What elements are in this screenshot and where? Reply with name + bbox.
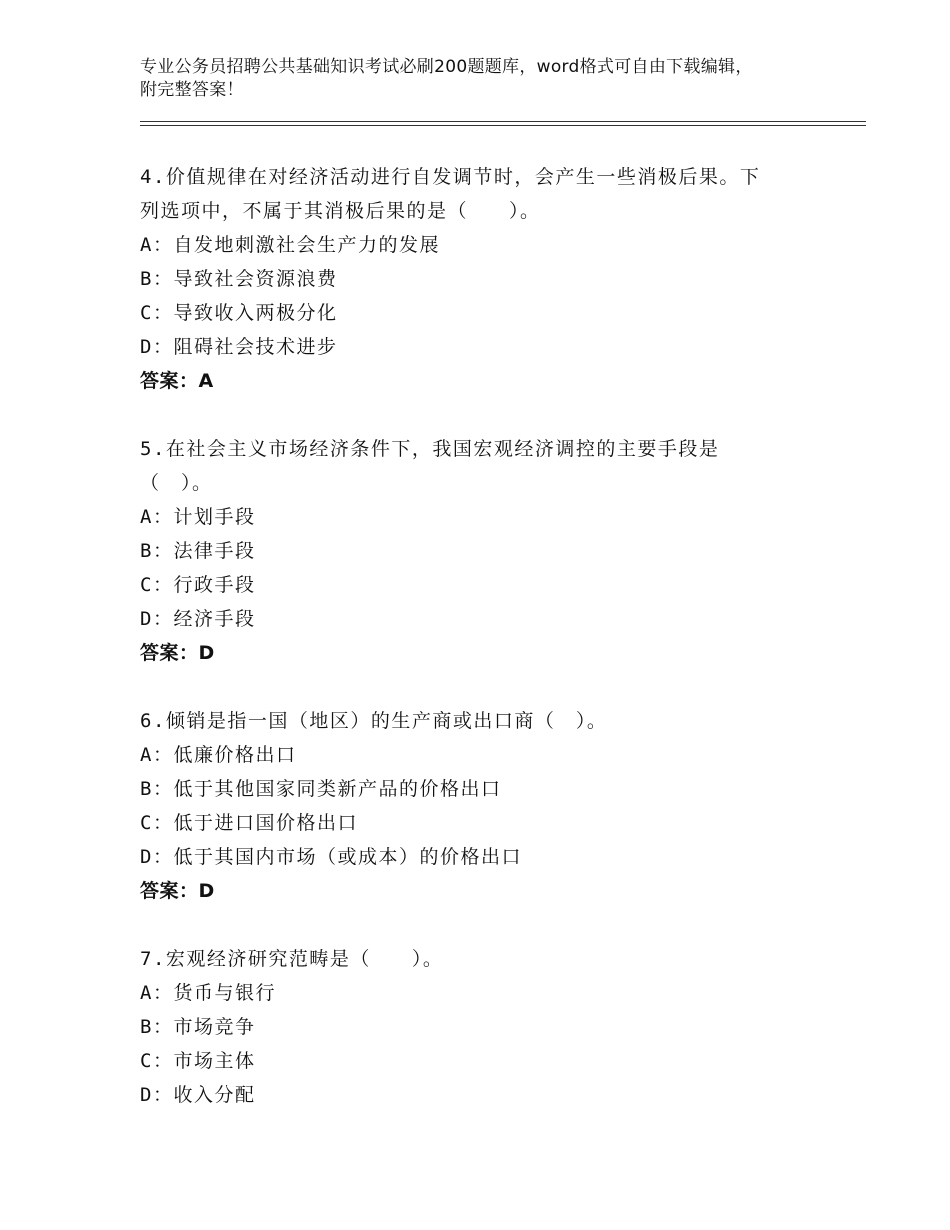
question-stem-line-1: 4.价值规律在对经济活动进行自发调节时，会产生一些消极后果。下 [140,166,761,188]
answer: 答案：A [140,370,214,392]
document-header [140,56,840,102]
option-b: B：法律手段 [140,540,256,562]
option-a: A：低廉价格出口 [140,744,297,766]
header-rule-top [140,121,866,122]
option-b: B：低于其他国家同类新产品的价格出口 [140,778,502,800]
option-c: C：导致收入两极分化 [140,302,338,324]
header-line-1: 专业公务员招聘公共基础知识考试必刷200题题库，word格式可自由下载编辑， [140,57,753,77]
question-6 [140,704,820,908]
option-d: D：收入分配 [140,1084,256,1106]
question-stem-line-1: 5.在社会主义市场经济条件下，我国宏观经济调控的主要手段是 [140,438,720,460]
option-c: C：低于进口国价格出口 [140,812,358,834]
question-stem [140,432,820,500]
question-stem [140,704,820,738]
question-stem [140,942,820,976]
option-d: D：低于其国内市场（或成本）的价格出口 [140,846,522,868]
question-stem [140,160,820,228]
option-b: B：市场竞争 [140,1016,256,1038]
header-line-2: 附完整答案！ [140,80,244,100]
question-4 [140,160,820,398]
question-stem-line-1: 6.倾销是指一国（地区）的生产商或出口商（ ）。 [140,710,608,732]
answer: 答案：D [140,880,215,902]
question-list [140,160,820,1146]
option-d: D：经济手段 [140,608,256,630]
question-7 [140,942,820,1112]
header-rule-bottom [140,125,866,126]
answer: 答案：D [140,642,215,664]
option-b: B：导致社会资源浪费 [140,268,338,290]
option-c: C：行政手段 [140,574,256,596]
option-c: C：市场主体 [140,1050,256,1072]
option-a: A：自发地刺激社会生产力的发展 [140,234,440,256]
question-5 [140,432,820,670]
option-a: A：货币与银行 [140,982,276,1004]
question-stem-line-2: （ ）。 [140,472,213,494]
option-a: A：计划手段 [140,506,256,528]
question-stem-line-2: 列选项中，不属于其消极后果的是（ ）。 [140,200,541,222]
question-stem-line-1: 7.宏观经济研究范畴是（ ）。 [140,948,444,970]
option-d: D：阻碍社会技术进步 [140,336,338,358]
